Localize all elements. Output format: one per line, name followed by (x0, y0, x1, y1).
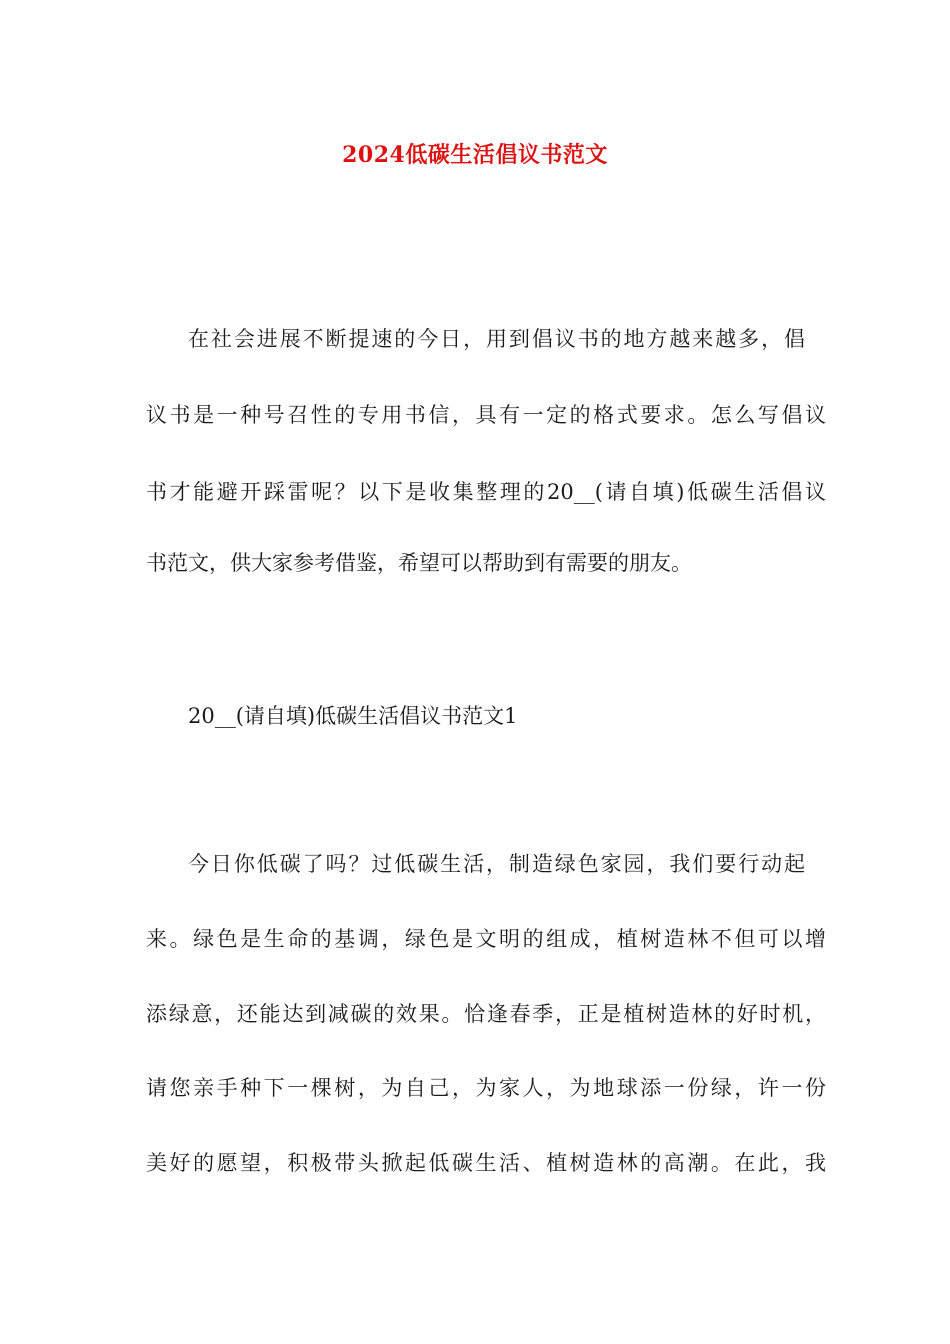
intro-line: 书才能避开踩雷呢？以下是收集整理的20__(请自填)低碳生活倡议 (146, 480, 826, 504)
document-title: 2024低碳生活倡议书范文 (342, 142, 608, 168)
body-line: 今日你低碳了吗？过低碳生活，制造绿色家园，我们要行动起 (188, 852, 805, 876)
body-line: 来。绿色是生命的基调，绿色是文明的组成，植树造林不但可以增 (146, 927, 826, 951)
intro-line: 在社会进展不断提速的今日，用到倡议书的地方越来越多，倡 (188, 327, 805, 351)
intro-line: 书范文，供大家参考借鉴，希望可以帮助到有需要的朋友。 (146, 551, 692, 575)
body-line: 请您亲手种下一棵树，为自己，为家人，为地球添一份绿，许一份 (146, 1076, 826, 1100)
intro-line: 议书是一种号召性的专用书信，具有一定的格式要求。怎么写倡议 (146, 403, 826, 427)
section-heading: 20__(请自填)低碳生活倡议书范文1 (188, 704, 518, 728)
body-line: 添绿意，还能达到减碳的效果。恰逢春季，正是植树造林的好时机， (146, 1002, 826, 1026)
body-line: 美好的愿望，积极带头掀起低碳生活、植树造林的高潮。在此，我 (146, 1151, 826, 1175)
